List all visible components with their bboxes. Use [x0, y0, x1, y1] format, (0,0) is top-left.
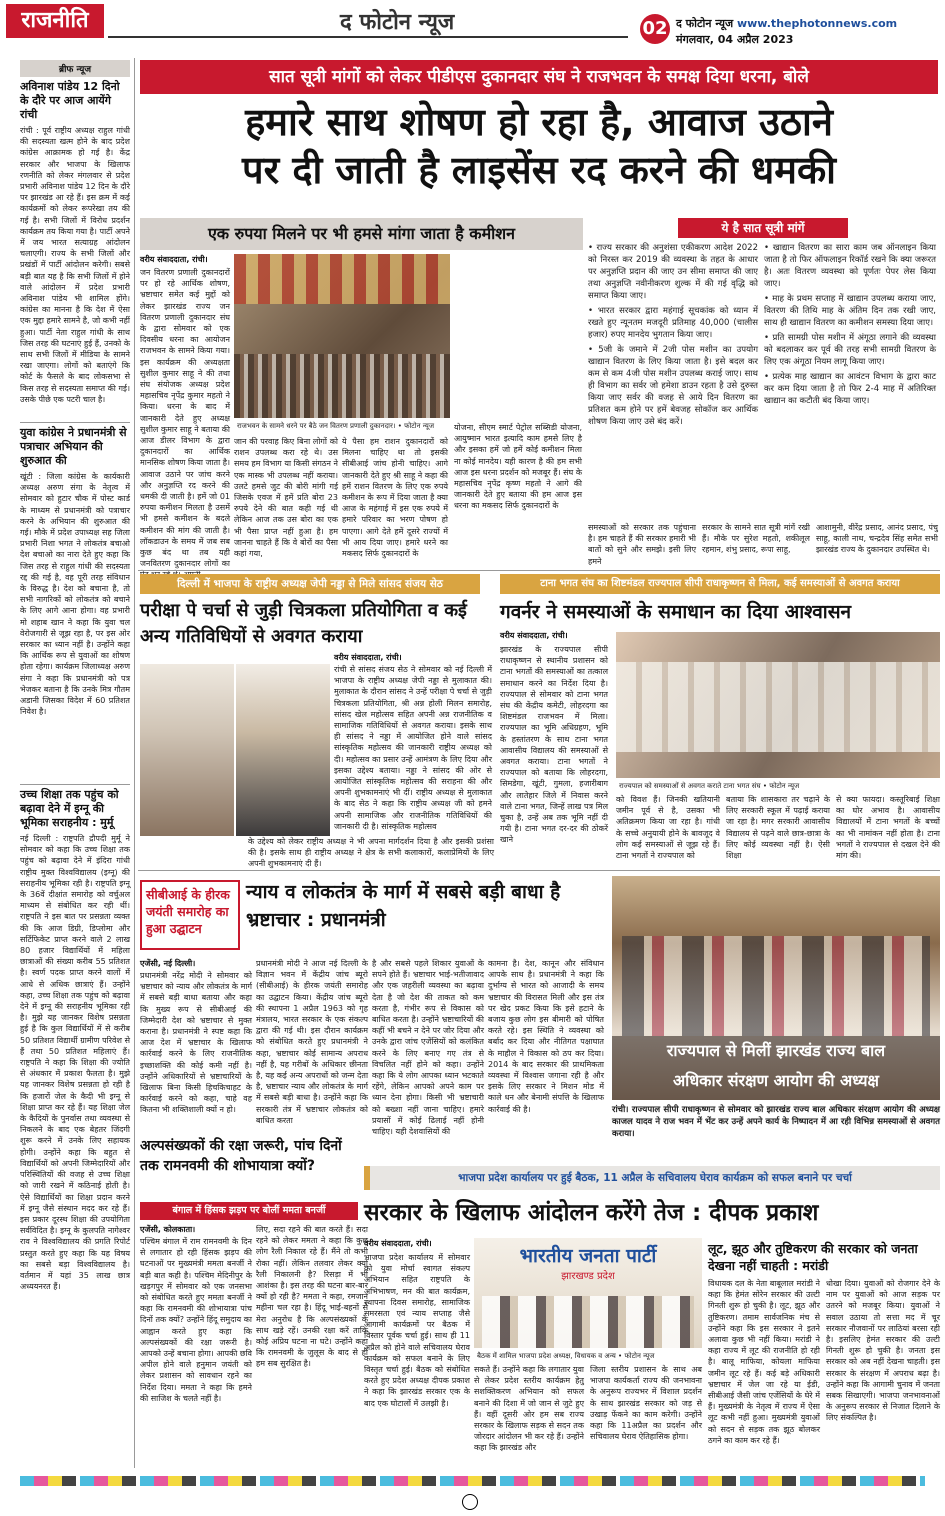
paper-site-prefix: द फोटोन न्यूज — [676, 17, 734, 30]
mid-left-headline: परीक्षा पे चर्चा से जुड़ी चित्रकला प्रतियोगिता व कई अन्य गतिविधियों से अवगत कराया — [140, 600, 467, 647]
demands-right — [764, 242, 936, 522]
top-body2-text: जान की परवाह किए बिना लोगों को राशन उपलब्ध करा रहे थे। उस समय हम विभाग या किसी संगठन ने एक मास्क भी उपलब्ध नहीं कराया। उलटे हमसे जुट की बोरी मांगी गई जिसके एवज में हमें प्रति बोरा 23 रुपये देने की बात कही गई थी लेकिन आज तक उस बोरा का एक भी पैसा प्राप्त नहीं हुआ है। हम जानना चाहते हैं कि वे बोरों का पैसा कहां गया, — [234, 437, 338, 559]
top-cont1: समस्याओं को सरकार तक पहुंचाना है। हम चाहते हैं की सरकार हमारी भी बातों को सुने और समझे। इसी लिए हमने — [588, 523, 696, 566]
top-body1-col3 — [342, 436, 448, 564]
brief3-headline: उच्च शिक्षा तक पहुंच को बढ़ावा देने में इग्नू की भूमिका सराहनीय : मुर्मू — [20, 784, 130, 830]
brief2-body: खूंटी : जिला कांग्रेस के कार्यकारी अध्यक्ष अरुण संगा के नेतृत्व में सोमवार को हुटार चौक में पोस्ट कार्ड के माध्यम से प्रधानमंत्री को पत्राचार करने के अभियान की शुरुआत की गई। मौके में प्रदेश उपाध्यक्ष सह जिला प्रभारी निशा भगत ने लोकतंत्र बचाओ देश बचाओ का नारा देते हुए कहा कि जिस तरह से राहुल गांधी की सदस्यता रद्द की गई है, वह पूरी तरह संविधान के विरुद्ध है। देश को बचाना है, तो सभी नागरिकों को लोकतंत्र को बचाने के लिए आगे आना होगा। वह प्रभारी मो शहाब खान ने कहा कि युवा चल वेरोजगारी से जूझ रहा है, पर इस ओर सरकार का ध्यान नहीं है। उन्होंने कहा कि आर्थिक रूप से युवाओं का शोषण होता रहेगा। कार्यक्रम जिलाध्यक्ष अरुण संगा ने कहा कि प्रधानमंत्री को पत्र भेजकर बताना है कि उनके मित्र गौतम अडानी जिसका विदेश में 60 प्रतिशत निवेश है। — [20, 472, 130, 717]
minority-byline: एजेंसी, कोलकाता। — [140, 1225, 196, 1234]
top-cont2: सरकार के सामने सात सूत्री मांगें रखी हैं। मौके पर सुरेश महतो, शकीलूल रहमान, शंभु प्रसाद, रूपा साहू, — [702, 523, 810, 555]
pm-byline: एजेंसी, नई दिल्ली। — [140, 959, 196, 968]
bjp-banner-title: भारतीय जनता पार्टी — [519, 1245, 657, 1267]
governor-overlay-line2: अधिकार संरक्षण आयोग की अध्यक्ष — [672, 1071, 880, 1090]
top-headline-line2: पर दी जाती है लाइसेंस रद करने की धमकी — [241, 148, 837, 192]
marandi-headline: लूट, झूठ और तुष्टिकरण की सरकार को जनता देखना नहीं चाहती : मरांडी — [708, 1241, 918, 1273]
demand-item: • 5जी के जमाने में 2जी पोस मशीन का उपयोग खाद्यान वितरण के लिए किया जाता है। इसे बदल कर कम से कम 4जी पोस मशीन उपलब्ध कराई जाए। साथ ही विभाग का सर्वर जो हमेशा डाउन रहता है उसे दुरुस्त किया जाए सर्वर की वजह से आये दिन वितरण का प्रतिशत कम होने पर हमें बेवजह सोकॉज कर आर्थिक शोषण किया जाए उसे बंद करें। — [588, 345, 758, 427]
top-body3-text: ये पैसा हम राशन दुकानदारों को मिलना चाहिए था तो इसकी सीबीआई जांच होनी चाहिए। आगे जानकारी देते हुए श्री साहू ने कहा की हमें राशन वितरण के लिए एक रुपये कमीशन के रूप में दिया जाता है क्या आज के महंगाई में इस एक रुपये में हमारे परिवार का भरण पोषण हो पाएगा। आगे देते हमें दूसरे राज्यों में भी आय दिया जाए। हमारे धरने का मकसद सिर्फ दुकानदारों के — [342, 437, 448, 559]
mid-right-kicker — [500, 574, 940, 594]
mid-left-byline: वरीय संवाददाता, रांची। — [334, 653, 402, 662]
tana-bhagat-photo — [616, 632, 940, 778]
issue-date: मंगलवार, 04 अप्रैल 2023 — [676, 33, 794, 46]
top-body4-text: योजना, सीएम स्मार्ट पेट्रोल सब्सिडी योजना, आयुष्मान भारत इत्यादि काम हमसे लिए है और इसका हमें जो हमें कोई कमीशन मिला ना कोई मानदेय। यही कारण है की हम सभी आज इस धरना प्रदर्शन को मजबूर हैं। संघ के महासचिव नृपेंद्र कृष्ण महतो ने आगे की जानकारी देते हुए बताया की हम आज इस धरना का मकसद सिर्फ दुकानदारों के — [454, 423, 582, 511]
registration-mark-icon — [462, 1494, 478, 1510]
top-body1-col2 — [234, 436, 338, 564]
brief2-headline: युवा कांग्रेस ने प्रधानमंत्री से पत्राचार अभियान की शुरुआत की — [20, 422, 130, 468]
pm-body-col4: कामना है। देश, कानून और संविधान आपके साथ है। प्रधानमंत्री ने कहा कि दुर्भाग्य से भारत को आजादी के समय भ्रष्टाचार की विरासत मिली और इस तंत्र पर खेद प्रकट किया कि इसे हटाने के बजाय कुछ लोग इस बीमारी को पोषित करते रहे। इस स्थिति ने व्यवस्था को बर्बाद कर दिया और नीतिगत पक्षाघात के माहौल ने विकास को ठप कर दिया। 2014 के बाद सरकार की प्राथमिकता व्यवस्था में विश्वास जगाना रही है और इसके लिए सरकार ने मिशन मोड में काले धन और बेनामी संपत्ति के खिलाफ कार्रवाई की है। — [488, 959, 604, 1114]
mid-left-body1-text: रांची से सांसद संजय सेठ ने सोमवार को नई दिल्ली में भाजपा के राष्ट्रीय अध्यक्ष जेपी नड्डा से मुलाकात की। मुलाकात के दौरान सांसद ने उन्हें परीक्षा पे चर्चा से जुड़ी चित्रकला प्रतियोगिता, श्री अन्न होली मिलन समारोह, सांसद खेल महोत्सव सहित अपनी अन्न राजनीतिक व सामाजिक गतिविधियों से अवगत कराया। इसके साथ ही सांसद ने नड्डा में आयोजित होने वाले सांसद सांस्कृतिक महोत्सव की जानकारी राष्ट्रीय अध्यक्ष को दी। महोत्सव का प्रसार उन्हें आमंत्रण के लिए दिया और इसका उद्देश्य बताया। नड्डा ने सांसद की ओर से आयोजित सांस्कृतिक महोत्सव की सराहना की और अपनी शुभकामनाएं भी दीं। राष्ट्रीय अध्यक्ष से मुलाकात के बाद सेठ ने कहा कि राष्ट्रीय अध्यक्ष जी को हमने अपनी सामाजिक और राजनीतिक गतिविधियों की जानकारी दी है। सांस्कृतिक महोत्सव — [334, 665, 492, 831]
page-number-badge: 02 — [640, 14, 670, 44]
site-url: www.thephotonnews.com — [736, 17, 898, 30]
top-kicker-text: सात सूत्री मांगों को लेकर पीडीएस दुकानदार संघ ने राजभवन के समक्ष दिया धरना, बोले — [269, 67, 809, 87]
top-cont3: आशामुनी, वीरेंद्र प्रसाद, आनंद प्रसाद, पंचु साहू, काली नाथ, चन्द्रदेव सिंह समेत सभी झारखंड राज्य के दुकानदार उपस्थित थे। — [816, 523, 938, 555]
protest-photo — [234, 254, 450, 418]
protest-photo-caption: राजभवन के सामने धरने पर बैठे जन वितरण प्रणाली दुकानदार। • फोटोन न्यूज — [237, 422, 435, 430]
top-byline: वरीय संवाददाता, रांची। — [140, 255, 208, 264]
bjp-kicker-text: भाजपा प्रदेश कार्यालय पर हुई बैठक, 11 अप्रैल के सचिवालय घेराव कार्यक्रम को सफल बनाने पर चर्चा — [458, 1172, 852, 1184]
minority-kicker — [140, 1202, 358, 1220]
bjp-body-col2: सकते हैं। उन्होंने कहा कि लगातार युवा से लेकर प्रदेश स्तरीय कार्यक्रम हेतु सशक्तिकरण अभियान को सफल बनाने की दिशा में जो जान से जुटे हुए हैं। वहीं दूसरी ओर हम सब राज्य सरकार के खिलाफ सड़क से सदन तक जोरदार आंदोलन भी कर रहे हैं। उन्होंने कहा कि झारखंड और — [474, 1365, 584, 1453]
demand-item: • भारत सरकार द्वारा महंगाई सूचकांक को ध्यान में रखते हुए न्यूनतम मजदूरी प्रतिमाह 40,000 (चालीस हजार) रुपए मानदेय भुगतान किया जाए। — [588, 306, 759, 340]
cbi-box-text: सीबीआई के हीरक जयंती समारोह का हुआ उद्घाटन — [146, 887, 230, 936]
demand-item: • राज्य सरकार की अनुशंसा एकीकरण आदेश 2022 को निरस्त कर 2019 की व्यवस्था के तहत के आधार पर अनुज्ञप्ति प्रदान की जाए उन सीमा समाप्त की जाए तथा अनुज्ञप्ति नवीनीकरण शुल्क में की गई वृद्धि को समाप्त किया जाए। — [588, 243, 758, 301]
mid-right-body-col3: बताया कि शासकारा तर चढ़ाने के लिए सरकारी स्कूल में पढ़ाई कराया जा रहा है। मगर सरकारी आवासीय विद्यालय से पढ़ने वाले छात्र-छात्रा के लिए कोई व्यवस्था नहीं है। ऐसी शिक्षा — [726, 795, 830, 861]
top-col1 — [140, 254, 230, 569]
demand-item: • प्रत्येक माह खाद्यान का आवंटन विभाग के द्वारा काट कर कम दिया जाता है तो फिर 2-4 माह में अतिरिक्त खाद्यान का कटौती बंद किया जाए। — [764, 372, 936, 406]
page-header — [0, 0, 945, 50]
governor-overlay — [612, 1036, 940, 1100]
brief1-body: रांची : पूर्व राष्ट्रीय अध्यक्ष राहुल गांधी की सदस्यता खत्म होने के बाद प्रदेश कांग्रेस आक्रामक हो गई है। केंद्र सरकार और भाजपा के खिलाफ रणनीति को लेकर मंगलवार से प्रदेश प्रभारी अविनाश पांडेय 12 दिन के दौरे पर झारखंड आ रहे हैं। इस क्रम में कई कार्यक्रमों को लेकर रूपरेखा तय की गई है। सभी जिलों में विरोध प्रदर्शन कार्यक्रम तय किया गया है। पार्टी अपने में जय भारत सत्याग्रह आंदोलन चलाएगी। राज्य के सभी जिलों और प्रखंडों में पार्टी आंदोलन करेगी। सबसे बड़ी बात यह है कि सभी जिलों में होने वाले आंदोलन में प्रदेश प्रभारी अविनाश पांडेय भी शामिल होंगे। कांग्रेस का मानना है कि देश में ऐसा एक मुद्दा हमारे सामने है, जो कभी नहीं हुआ। पार्टी नेता राहुल गांधी के साथ जिस तरह की घटनाएं हुई हैं, उनको के साथ सभी जिलों में मीडिया के सामने रखा जाएगा। लोगों को बताएंगे कि कोर्ट के फैसले के बाद लोकसभा से किस तरह से सदस्यता समाप्त की गई। उसके पीछे एक पटरी चाल है। — [20, 126, 130, 404]
header-rule — [108, 36, 628, 38]
mid-left-body-col1 — [334, 664, 492, 836]
minority-body-col2: लिए, सदा रहने की बात करते हैं। सदा रहने को लेकर ममता ने कहा कि कुछ लोग रैली निकाल रहे हैं। मैंने तो कभी रोका नहीं। लेकिन तलवार लेकर क्यों रैली निकालनी है? रिसड़ा में भी आशंका है। इस तरह की घटना बार-बार क्यों हो रही है? ममता ने कहा, रमजान महीना चल रहा है। हिंदू भाई-बहनों से मेरा अनुरोध है कि अल्पसंख्यकों के साथ खड़े रहें। उनकी रक्षा करें ताकि कोई अप्रिय घटना ना घटे। उन्होंने कहा कि रामनवमी के जुलूस के बाद से ही हम सब सुरक्षित है। — [256, 1225, 368, 1369]
mid-right-byline: वरीय संवाददाता, रांची। — [500, 631, 568, 640]
top-body-col4 — [454, 422, 582, 564]
bjp-banner-photo — [474, 1238, 702, 1348]
mid-left-kicker-text: दिल्ली में भाजपा के राष्ट्रीय अध्यक्ष जेपी नड्डा से मिले सांसद संजय सेठ — [177, 578, 443, 590]
mid-left-body2: के उद्देश्य को लेकर राष्ट्रीय अध्यक्ष ने भी अपना मार्गदर्शन दिया है और इसकी प्रशंसा की है। इसके साथ ही राष्ट्रीय अध्यक्ष ने क्षेत्र के सभी कलाकारों, कलाप्रेमियों के लिए अपनी शुभकामनाएं दी हैं। — [248, 837, 494, 869]
header-site-line — [676, 16, 941, 31]
bjp-body-col1: भाजपा प्रदेश कार्यालय में सोमवार को युवा मोर्चा स्वागत संकल्प अभियान सहित राष्ट्रपति के अभिभाषण, मन की बात कार्यक्रम, स्थापना दिवस समारोह, सामाजिक समरसता एवं न्याय सप्ताह जैसे आगामी कार्यक्रमों पर बैठक में विस्तार पूर्वक चर्चा हुई। साथ ही 11 अप्रैल को होने वाले सचिवालय घेराव कार्यक्रम को सफल बनाने के लिए विस्तृत चर्चा हुई। बैठक को संबोधित करते हुए प्रदेश अध्यक्ष दीपक प्रकाश ने कहा कि झारखंड सरकार एक के बाद एक घोटालों में उलझी है। — [364, 1253, 470, 1408]
left-brief-column — [20, 60, 130, 1465]
cbi-box — [140, 880, 240, 950]
demand-item: • प्रति सामग्री पोस मशीन में अंगूठा लगाने की व्यवस्था को बदलाकर कर पूर्व की तरह सभी सामग्री वितरण के लिए एक अंगूठा नियम लागू किया जाए। — [764, 333, 936, 367]
minority-headline: अल्पसंख्यकों की रक्षा जरूरी, पांच दिनों तक रामनवमी की शोभायात्रा क्यों? — [140, 1138, 342, 1174]
bjp-kicker — [364, 1166, 940, 1190]
demands-head: ये है सात सूत्री मांगें — [678, 218, 848, 238]
bjp-byline: वरीय संवाददाता, रांची। — [364, 1239, 432, 1248]
pm-body-col2: प्रधानमंत्री मोदी ने आज नई दिल्ली के विज्ञान भवन में केंद्रीय जांच ब्यूरो (सीबीआई) के हीरक जयंती समारोह का उद्घाटन किया। केंद्रीय जांच ब्यूरो की स्थापना 1 अप्रैल 1963 को गृह मंत्रालय, भारत सरकार के एक संकल्प द्वारा की गई थी। इस दौरान कार्यक्रम को संबोधित करते हुए प्रधानमंत्री ने कहा, भ्रष्टाचार कोई सामान्य अपराध नहीं है, यह गरीबों के अधिकार छीनता है, यह कई अन्य अपराधों को जन्म देता है, भ्रष्टाचार न्याय और लोकतंत्र के मार्ग में सबसे बड़ी बाधा है। उन्होंने कहा कि सरकारी तंत्र में भ्रष्टाचार लोकतंत्र को बाधित करता — [256, 959, 369, 1125]
bjp-photo-caption: बैठक में शामिल भाजपा प्रदेश अध्यक्ष, विधायक व अन्य • फोटोन न्यूज — [477, 1352, 655, 1360]
paper-name: द फोटोन न्यूज — [340, 10, 455, 35]
nadda-photo-right — [236, 664, 330, 836]
brief-news-tag: ब्रीफ न्यूज — [20, 60, 130, 77]
mid-right-body-col2: को विवश हैं। जिनकी खतियानी जमीन पूर्व से है, उसका भी अतिक्रमण किया जा रहा है। गांधी के सच्चे अनुयायी होने के बावजूद वे लोग कई समस्याओं से जूझ रहे हैं। टाना भगतों ने राज्यपाल को — [616, 795, 720, 861]
bjp-banner-sub: झारखण्ड प्रदेश — [561, 1271, 615, 1282]
mid-right-headline: गवर्नर ने समस्याओं के समाधान का दिया आश्वासन — [500, 601, 852, 623]
governor-overlay-line1: राज्यपाल से मिलीं झारखंड राज्य बाल — [666, 1041, 886, 1060]
top-subhead-box — [140, 218, 583, 250]
bjp-body-col3: जिला स्तरीय प्रशासन के साथ अब भाजपा कार्यकर्ता राज्य की जनभावना के अनुरूप राज्यभर में विशाल प्रदर्शन के साथ झारखंड सरकार को जड़ से उखाड़ फेंकने का काम करेगी। उन्होंने कहा कि 11अप्रैल का प्रदर्शन और सचिवालय घेराव ऐतिहासिक होगा। — [590, 1365, 702, 1442]
governor-caption: रांची। राज्यपाल सीपी राधाकृष्णन से सोमवार को झारखंड राज्य बाल अधिकार संरक्षण आयोग की अध्यक्ष काजल यादव ने राज भवन में भेंट कर उन्हें अपने कार्य के निष्पादन में आ रही विभिन्न समस्याओं से अवगत कराया। — [612, 1105, 940, 1139]
bjp-headline: सरकार के खिलाफ आंदोलन करेंगे तेज : दीपक प्रकाश — [364, 1200, 819, 1226]
governor-photo — [612, 876, 940, 1100]
marandi-body-col1: विधायक दल के नेता बाबूलाल मरांडी ने कहा कि हेमंत सोरेन सरकार की उल्टी गिनती शुरू हो चुकी है। लूट, झूठ और तुष्टिकरण। तमाम सार्वजनिक मंच से उन्होंने कहा कि इस सरकार ने इतने अलावा कुछ भी नहीं किया। मरांडी ने कहा राज्य में लूट की राजनीति हो रही है। बालू माफिया, कोयला माफिया जमीन लूट रहे हैं। कई बड़े अधिकारी भ्रष्टाचार में जेल जा रहे या ईडी, सीबीआई जैसी जांच एजेंसियों के घेरे में हैं। मुख्यमंत्री के नेतृत्व में राज्य में ऐसा लूट कभी नहीं हुआ। मुख्यमंत्री युवाओं को सदन से सड़क तक झूठ बोलकर ठगने का काम कर रहे हैं। — [708, 1279, 820, 1445]
pm-body-col3: है और सबसे पहले शिकार युवाओं के सपने होते हैं। भ्रष्टाचार भाई-भतीजावाद और एक जहरीली व्यवस्था का बढ़ावा देता है जो देश की ताकत को कम करता है, गंभीर रूप से विकास को बाधित करता है। उन्होंने भ्रष्टाचारियों की कहीं भी बचने न देने पर जोर दिया और उनके द्वारा जांच एजेंसियों को कलंकित करने के लिए बनाए गए तंत्र से विचलित नहीं होने को कहा। उन्होंने कहा कि ये लोग आपका ध्यान भटकाते रहेंगे, लेकिन आपको अपने काम पर ध्यान देना होगा। किसी भी भ्रष्टाचारी को बख्शा नहीं जाना चाहिए। हमारे प्रयासों में कोई ढिलाई नहीं होनी चाहिए। यही देशवासियों की — [372, 959, 484, 1137]
marandi-body-col2: धोखा दिया। युवाओं को रोजगार देने के नाम पर युवाओं को आज सड़क पर उतरने को मजबूर किया। युवाओं ने सवाल उठाया तो सत्ता मद में चूर सरकार नौजवानों पर लाठियां बरसा रही है। इसलिए हेमंत सरकार की उल्टी गिनती शुरू हो चुकी है। जनता इस सरकार को अब नहीं देखना चाहती। इस सरकार के संरक्षण में अपराध बढ़ा है। उन्होंने कहा कि आगामी चुनाव में जनता सबक सिखाएगी। भाजपा जनभावनाओं के अनुरूप सरकार से निजात दिलाने के लिए संकल्पित है। — [826, 1279, 940, 1423]
mid-right-body-col1 — [500, 644, 608, 868]
mid-right-body1-text: झारखंड के राज्यपाल सीपी राधाकृष्णन से स्थानीय प्रशासन को टाना भगतों की समस्याओं का तत्काल समाधान करने का निर्देश दिया है। राज्यपाल से सोमवार को टाना भगत संघ की केंद्रीय कमेटी, लोहरदगा का शिष्टमंडल राजभवन में मिला। राज्यपाल का भूमि अधिग्रहण, भूमि के हस्तांतरण के साथ टाना भगत आवासीय विद्यालय की समस्याओं से अवगत कराया। टाना भगतों ने राज्यपाल को बताया कि लोहरदगा, सिमडेगा, खूंटी, गुमला, हजारीबाग और लातेहार जिले में निवास करने वाले टाना भगत, जिन्हें लाख पत्र मिल चुका है, उन्हें अब तक भूमि नहीं दी गयी है। टाना भगत दर-दर की ठोकरें खाने — [500, 645, 608, 845]
minority-kicker-text: बंगाल में हिंसक झड़प पर बोलीं ममता बनर्जी — [172, 1205, 326, 1216]
print-color-bar — [20, 1476, 925, 1486]
brief1-headline: अविनाश पांडेय 12 दिनो के दौरे पर आज आयेंगे रांची — [20, 80, 120, 121]
demands-left — [588, 242, 758, 522]
section-label-box — [6, 4, 104, 38]
pm-headline: न्याय व लोकतंत्र के मार्ग में सबसे बड़ी बाधा है भ्रष्टाचार : प्रधानमंत्री — [246, 881, 561, 931]
demand-item: • खाद्यान वितरण का सारा काम जब ऑनलाइन किया जाता है तो फिर ऑफलाइन रिकॉर्ड रखने कि क्या जरूरत है। अतः वितरण व्यवस्था को पूर्णतः पेपर लेस किया जाए। — [764, 243, 936, 289]
top-subhead: एक रुपया मिलने पर भी हमसे मांगा जाता है कमीशन — [207, 224, 516, 243]
tana-photo-caption: राज्यपाल को समस्याओं से अवगत कराते टाना भगत संघ • फोटोन न्यूज — [619, 782, 800, 790]
minority-body-col1: पश्चिम बंगाल में राम रामनवमी के दिन से लगातार हो रही हिंसक झड़प की घटनाओं पर मुख्यमंत्री ममता बनर्जी ने बड़ी बात कही है। पश्चिम मेदिनीपुर के खड़गपुर में सोमवार को एक जनसभा को संबोधित करते हुए ममता बनर्जी ने कहा कि रामनवमी की शोभायात्रा पांच दिनों तक क्यों? उन्होंने हिंदू समुदाय का आह्वान करते हुए कहा कि अल्पसंख्यकों की रक्षा जरूरी है। आपको उन्हें बचाना होगा। आपकी छवि अपील होने वाले हनुमान जयंती को लेकर प्रशासन को सावधान रहने का निर्देश दिया। ममता ने कहा कि हमने की साजिश के चलते नहीं है। — [140, 1237, 252, 1403]
top-headline — [140, 98, 938, 194]
mid-left-kicker — [140, 574, 480, 594]
top-body1-a — [140, 267, 230, 569]
mid-right-body-col4: से क्या फायदा। कस्तूरिबाई शिक्षा का घोर अभाव है। आवासीय विद्यालयों में टाना भगतों के बच्चों का भी नामांकन नहीं होता है। टाना भगतों ने राज्यपाल से दखल देने की मांग की। — [836, 795, 940, 861]
mid-right-kicker-text: टाना भगत संघ का शिष्टमंडल राज्यपाल सीपी राधाकृष्णन से मिला, कई समस्याओं से अवगत कराया — [540, 578, 900, 589]
top-headline-line1: हमारे साथ शोषण हो रहा है, आवाज उठाने — [245, 100, 833, 144]
pm-body-col1: प्रधानमंत्री नरेंद्र मोदी ने सोमवार को भ्रष्टाचार को न्याय और लोकतंत्र के मार्ग में सबसे बड़ी बाधा बताया और कहा कि मुख्य रूप से सीबीआई की जिम्मेदारी देश को भ्रष्टाचार से मुक्त कराना है। प्रधानमंत्री ने स्पष्ट कहा कि आज देश में भ्रष्टाचार के खिलाफ कार्रवाई करने के लिए राजनीतिक इच्छाशक्ति की कोई कमी नहीं है। उन्होंने अधिकारियों से भ्रष्टाचारियों के खिलाफ बिना किसी हिचकिचाहट के कार्रवाई करने को कहा, चाहे वह कितना भी शक्तिशाली क्यों न हो। — [140, 971, 252, 1115]
brief3-body: नई दिल्ली : राष्ट्रपति द्रौपदी मुर्मू ने सोमवार को कहा कि उच्च शिक्षा तक पहुंच को बढ़ावा देने में इंदिरा गांधी राष्ट्रीय मुक्त विश्वविद्यालय (इग्नू) की सराहनीय भूमिका रही है। राष्ट्रपति इग्नू के 36वें दीक्षांत समारोह को वर्चुअल माध्यम से संबोधित कर रही थीं। राष्ट्रपति ने इस बात पर प्रसन्नता व्यक्त की कि आज डिग्री, डिप्लोमा और सर्टिफिकेट प्राप्त करने वाले 2 लाख 80 हजार विद्यार्थियों में महिला छात्राओं की संख्या करीब 55 प्रतिशत है। स्वर्ण पदक प्राप्त करने वालों में आधे से अधिक छात्राएं हैं। उन्होंने कहा, उच्च शिक्षा तक पहुंच को बढ़ावा देने में इग्नू की सराहनीय भूमिका रही है। मुझे यह जानकर विशेष प्रसन्नता हुई है कि कुल विद्यार्थियों में से करीब 50 प्रतिशत विद्यार्थी ग्रामीण परिवेश से हैं तथा 50 प्रतिशत महिलाएं हैं। राष्ट्रपति ने कहा कि शिक्षा की ज्योति से अंधकार में प्रकाश फैलता है। मुझे यह जानकर विशेष प्रसन्नता हो रही है कि हजारों जेल के कैदी भी इग्नू से शिक्षा प्राप्त कर रहे हैं। यह शिक्षा जेल के कैदियों के पुनर्वास तथा व्यवस्था से निकलने के बाद एक बेहतर जिंदगी शुरू करने में उनके लिए सहायक होगी। उन्होंने कहा कि बहुत से विद्यार्थियों को अपनी जिम्मेदारियों और परिस्थितियों की वजह से उच्च शिक्षा को जारी रखने में कठिनाई होती है। ऐसे विद्यार्थियों का शिक्षा प्रदान करने में इग्नू जैसे संस्थान मदद कर रहे हैं। इस प्रकार दूरस्थ शिक्षा की उपयोगिता सर्वविदित है। इग्नू के कुलपति नागेश्वर राव ने विश्वविद्यालय की प्रगति रिपोर्ट प्रस्तुत करते हुए कहा कि यह विषय का सबसे बड़ा विश्वविद्यालय है। वर्तमान में यहां 35 लाख छात्र अध्ययनरत हैं। — [20, 834, 130, 1292]
demands-box — [588, 218, 938, 518]
top-kicker — [140, 60, 938, 94]
demand-item: • माह के प्रथम सप्ताह में खाद्यान उपलब्ध कराया जाए, वितरण की तिथि माह के अंतिम दिन तक रखी जाए, साथ ही खाद्यान वितरण का कमीशन समस्या दिया जाए। — [764, 294, 937, 328]
section-label: राजनीति — [21, 8, 89, 33]
nadda-photo-left — [140, 664, 234, 836]
top-body1-text: जन वितरण प्रणाली दुकानदारों पर हो रहे आर्थिक शोषण, भ्रष्टाचार समेत कई मुद्दों को लेकर झारखंड राज्य जन वितरण प्रणाली दुकानदार संघ के द्वारा सोमवार को एक दिवसीय धरना का आयोजन राजभवन के सामने किया गया। इस कार्यक्रम की अध्यक्षता सुशील कुमार साहू ने की तथा संघ संयोजक अध्यक्ष प्रदेश महासचिव नृपेंद्र कुमार महतो ने किया। धरना के बाद में जानकारी देते हुए अध्यक्ष सुशील कुमार साहू ने बताया की आज डीलर विभाग के द्वारा दुकानदारों का आर्थिक मानसिक शोषण किया जाता है। आवाज उठाने पर जांच करने और अनुज्ञप्ति रद करने की धमकी दी जाती है। हमें जो 01 रुपया कमीशन मिलता है उसमें भी हमसे कमीशन के बदले कमीशन की मांग की जाती है। लॉकडाउन के समय में जब सब कुछ बंद था तब यही जनवितरण दुकानदार लोगों का — [140, 268, 230, 569]
